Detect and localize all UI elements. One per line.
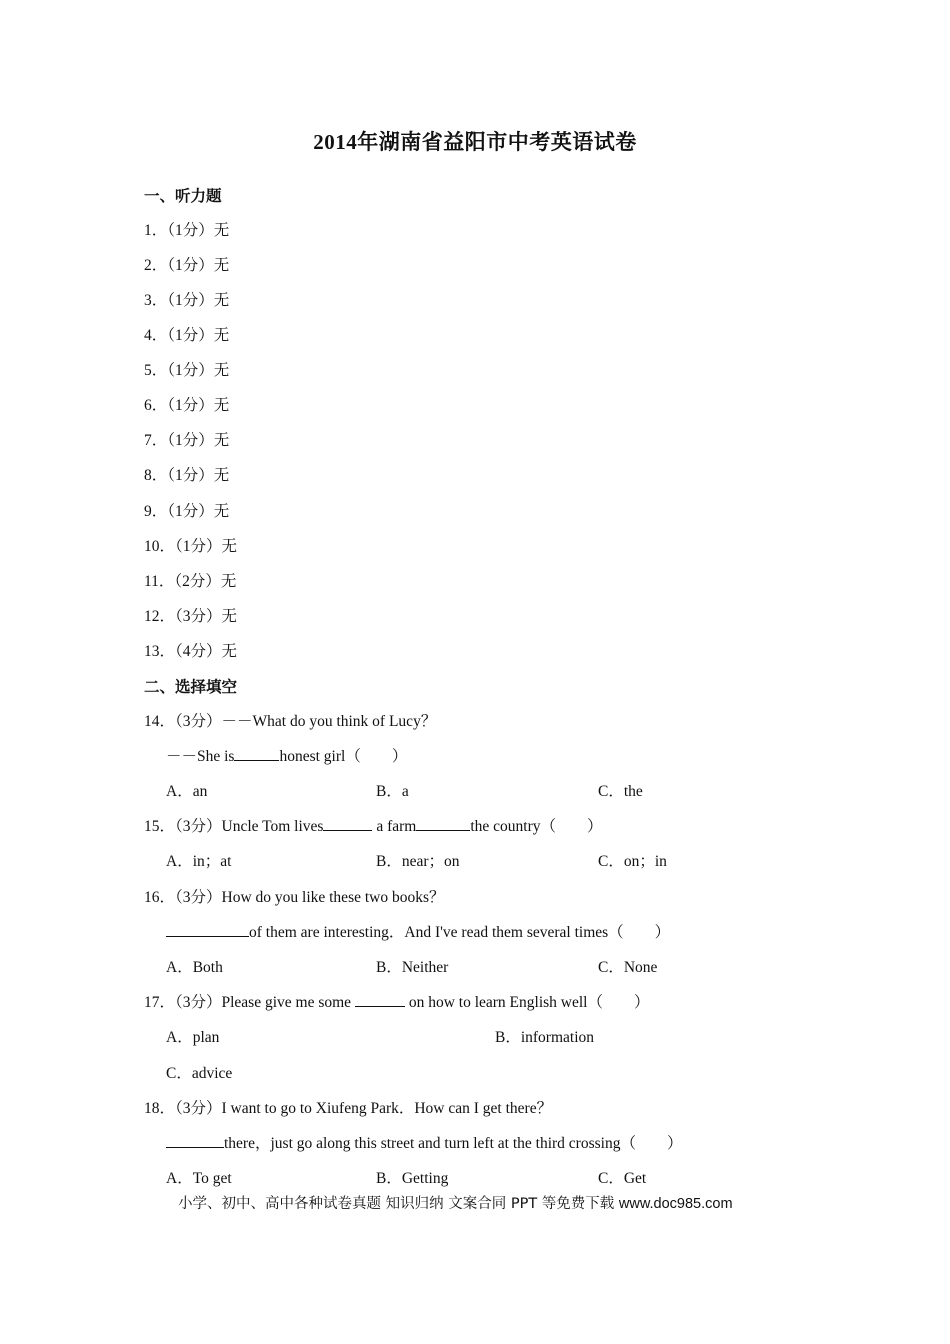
question-stem: 18．（3分）I want to go to Xiufeng Park．How can I get there？ [144, 1100, 553, 1117]
option-c: C．the [598, 783, 643, 800]
question-line [166, 1131, 682, 1153]
question-text: 15．（3分）Uncle Tom lives [144, 818, 324, 835]
option-b: B．a [376, 783, 409, 800]
list-item: 1．（1分）无 [144, 222, 230, 239]
list-item: 11．（2分）无 [144, 573, 237, 590]
option-b: B．information [495, 1029, 595, 1046]
section-heading-listening: 一、听力题 [144, 188, 222, 205]
answer-blank [355, 992, 405, 1007]
list-item: 2．（1分）无 [144, 257, 230, 274]
list-item: 10．（1分）无 [144, 538, 238, 555]
option-b: B．near；on [376, 853, 460, 870]
list-item: 9．（1分）无 [144, 503, 230, 520]
question-text: there，just go along this street and turn left at the third crossing（ ） [224, 1135, 683, 1152]
list-item: 8．（1分）无 [144, 467, 230, 484]
question-text: on how to learn English well（ ） [404, 994, 650, 1011]
question-stem [144, 814, 603, 836]
footer-link[interactable]: www.doc985.com [618, 1196, 733, 1212]
question-text: the country（ ） [470, 818, 603, 835]
option-c: C．Get [598, 1170, 647, 1187]
option-a: A．plan [166, 1029, 220, 1046]
option-a: A．To get [166, 1170, 232, 1187]
option-a: A．Both [166, 959, 223, 976]
section-heading-choice: 二、选择填空 [144, 679, 238, 696]
option-a: A．in；at [166, 853, 232, 870]
exam-title: 2014年湖南省益阳市中考英语试卷 [313, 130, 637, 154]
list-item: 7．（1分）无 [144, 432, 230, 449]
option-c: C．advice [166, 1065, 233, 1082]
list-item: 13．（4分）无 [144, 643, 238, 660]
question-text: a farm [372, 818, 417, 835]
footer-text: 小学、初中、高中各种试卷真题 知识归纳 文案合同 PPT 等免费下载 [178, 1196, 615, 1212]
answer-blank [166, 1133, 224, 1148]
list-item: 4．（1分）无 [144, 327, 230, 344]
answer-blank [416, 816, 470, 831]
question-line [166, 920, 670, 942]
answer-blank [234, 746, 279, 761]
answer-blank [166, 922, 249, 937]
list-item: 6．（1分）无 [144, 397, 230, 414]
option-b: B．Getting [376, 1170, 449, 1187]
list-item: 12．（3分）无 [144, 608, 238, 625]
list-item: 3．（1分）无 [144, 292, 230, 309]
question-line [166, 744, 407, 766]
question-stem: 16．（3分）How do you like these two books？ [144, 889, 445, 906]
question-text: －－She is [166, 748, 235, 765]
list-item: 5．（1分）无 [144, 362, 230, 379]
question-text: honest girl（ ） [279, 748, 408, 765]
option-b: B．Neither [376, 959, 449, 976]
option-c: C．on；in [598, 853, 667, 870]
option-c: C．None [598, 959, 658, 976]
footer-banner [178, 1192, 733, 1213]
question-text: 17．（3分）Please give me some [144, 994, 355, 1011]
question-stem [144, 990, 649, 1012]
question-stem: 14．（3分）－－What do you think of Lucy？ [144, 713, 437, 730]
answer-blank [323, 816, 372, 831]
question-text: of them are interesting．And I've read them several times（ ） [249, 924, 671, 941]
option-a: A．an [166, 783, 208, 800]
